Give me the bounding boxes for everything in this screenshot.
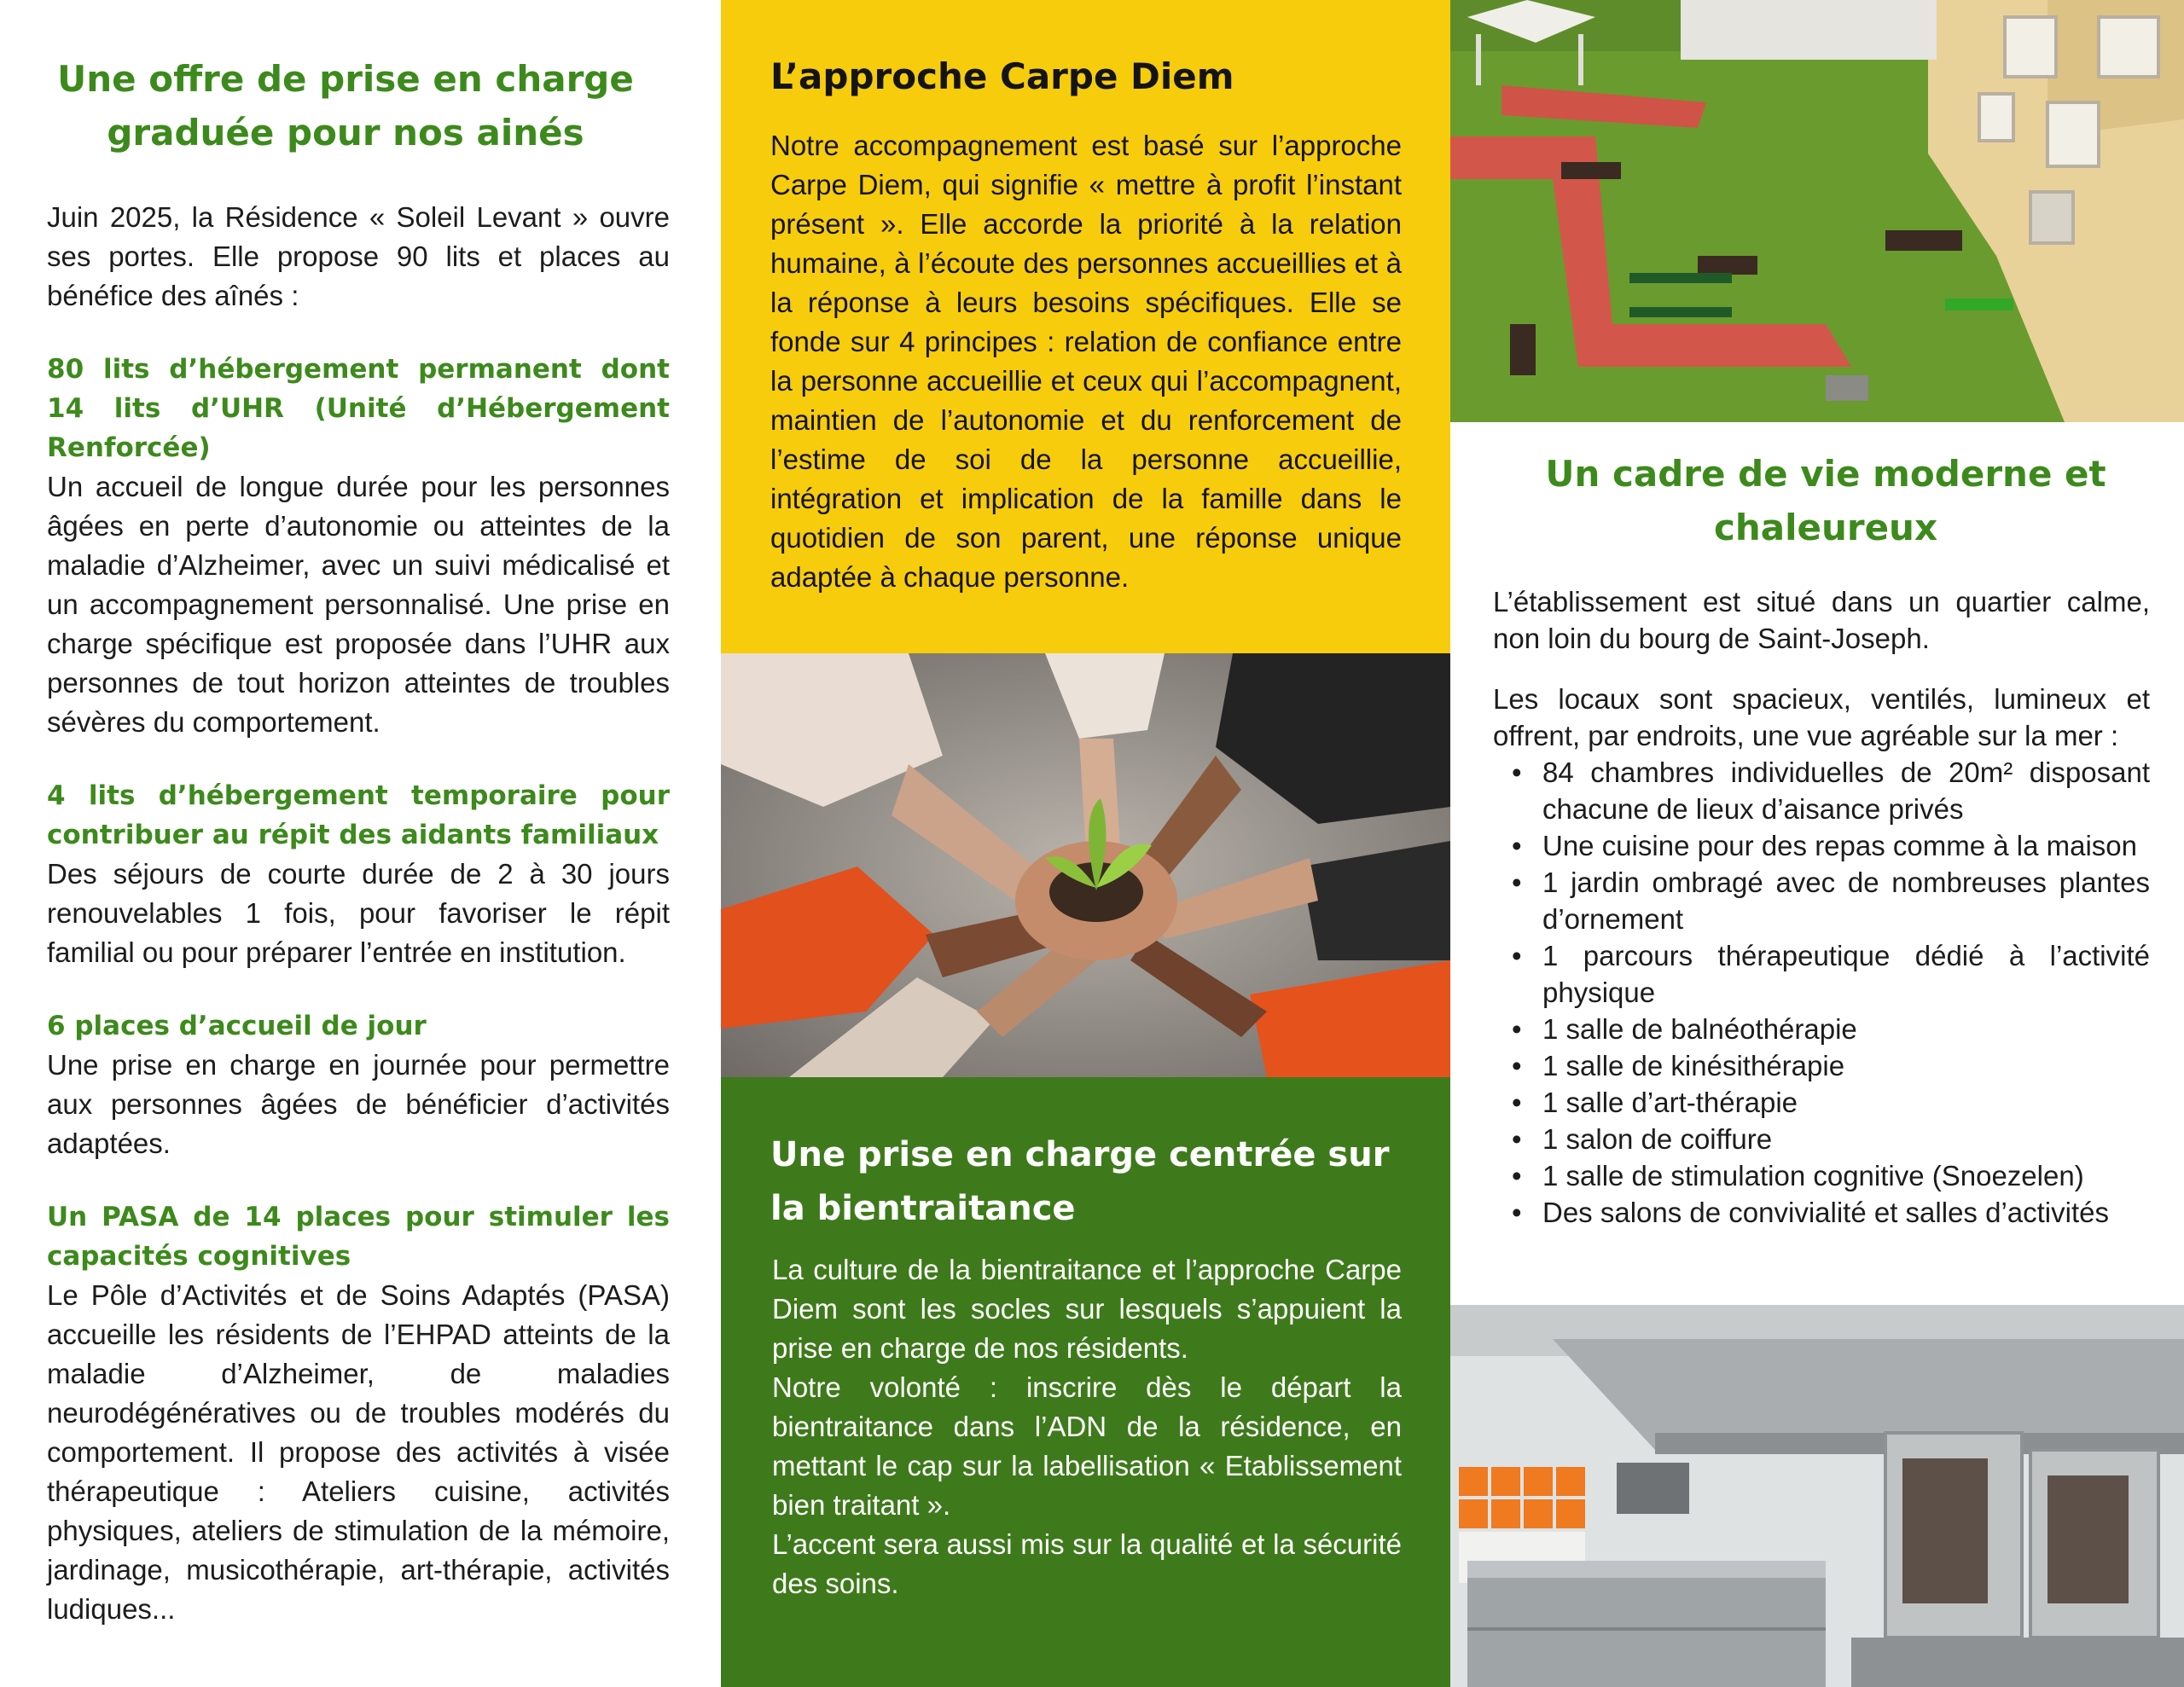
garden-photo [1450, 0, 2184, 422]
location-text: L’établissement est situé dans un quartier calme, non loin du bourg de Saint-Joseph. [1493, 586, 2150, 654]
amenities-list [1493, 754, 2150, 1231]
permanent-beds-heading: 80 lits d’hébergement permanent dont 14 lits d’UHR (Unité d’Hébergement Renforcée) [47, 354, 670, 463]
permanent-beds-text: Un accueil de longue durée pour les personnes âgées en perte d’autonomie ou atteintes de la maladie d’Alzheimer, avec un suivi médicalisé et un accompagnement personnalisé. Une prise en charge spécifique est proposée dans l’UHR aux personnes de tout horizon atteintes de troubles sévères du comportement. [47, 471, 670, 738]
bientraitance-title: Une prise en charge centrée sur la bientraitance [770, 1135, 1390, 1228]
list-item: • 1 salon de coiffure [1493, 1121, 2150, 1157]
carpe-diem-text: Notre accompagnement est basé sur l’approche Carpe Diem, qui signifie « mettre à profit l’instant présent ». Elle accorde la priorité à la relation humaine, à l’écoute des personnes accueillies et à la réponse à leurs besoins spécifiques. Elle se fonde sur 4 principes : relation de confiance entre la personne accueillie et ceux qui l’accompagnent, maintien de l’autonomie et du renforcement de l’estime de soi de la personne accueillie, intégration et implication de la famille dans le quotidien de son parent, une réponse unique adaptée à chaque personne. [770, 130, 1402, 593]
kitchen-photo [1450, 1305, 2184, 1687]
list-item: • 1 jardin ombragé avec de nombreuses plantes d’ornement [1493, 864, 2150, 937]
carpe-diem-panel [721, 0, 1450, 653]
offer-title: Une offre de prise en charge graduée pour nos ainés [57, 58, 634, 154]
left-column [0, 0, 721, 1687]
list-item: • Des salons de convivialité et salles d’activités [1493, 1194, 2150, 1231]
hands-plant-photo [721, 653, 1450, 1077]
carpe-diem-title: L’approche Carpe Diem [770, 55, 1234, 97]
pasa-heading: Un PASA de 14 places pour stimuler les capacités cognitives [47, 1202, 670, 1272]
list-item: • 84 chambres individuelles de 20m² disposant chacune de lieux d’aisance privés [1493, 754, 2150, 827]
bientraitance-text-2: Notre volonté : inscrire dès le départ la bientraitance dans l’ADN de la résidence, en mettant le cap sur la labellisation « Etablissement bien traitant ». [772, 1371, 1402, 1521]
list-item: • 1 parcours thérapeutique dédié à l’activité physique [1493, 937, 2150, 1011]
list-item: • 1 salle de stimulation cognitive (Snoezelen) [1493, 1157, 2150, 1194]
temporary-beds-heading: 4 lits d’hébergement temporaire pour contribuer au répit des aidants familiaux [47, 780, 670, 850]
living-environment-content [1493, 583, 2150, 1231]
middle-column [721, 0, 1450, 1687]
list-item: • 1 salle d’art-thérapie [1493, 1084, 2150, 1121]
right-column [1450, 0, 2184, 1687]
list-item: • 1 salle de kinésithérapie [1493, 1047, 2150, 1084]
bientraitance-text-3: L’accent sera aussi mis sur la qualité et la sécurité des soins. [772, 1528, 1402, 1599]
list-item: • Une cuisine pour des repas comme à la maison [1493, 827, 2150, 864]
temporary-beds-text: Des séjours de courte durée de 2 à 30 jours renouvelables 1 fois, pour favoriser le répit familial ou pour préparer l’entrée en institution. [47, 858, 670, 968]
day-care-text: Une prise en charge en journée pour permettre aux personnes âgées de bénéficier d’activités adaptées. [47, 1049, 670, 1159]
premises-text: Les locaux sont spacieux, ventilés, lumineux et offrent, par endroits, une vue agréable sur la mer : [1493, 683, 2150, 751]
bientraitance-panel [721, 1077, 1450, 1687]
living-environment-title: Un cadre de vie moderne et chaleureux [1545, 453, 2106, 548]
bientraitance-text-1: La culture de la bientraitance et l’approche Carpe Diem sont les socles sur lesquels s’appuient la prise en charge de nos résidents. [772, 1254, 1402, 1364]
intro-paragraph: Juin 2025, la Résidence « Soleil Levant » ouvre ses portes. Elle propose 90 lits et places au bénéfice des aînés : [47, 201, 670, 311]
offer-content [47, 198, 670, 1629]
pasa-text: Le Pôle d’Activités et de Soins Adaptés (PASA) accueille les résidents de l’EHPAD atteints de la maladie d’Alzheimer, de maladies neurodégénératives ou de troubles modérés du comportement. Il propose des activités à visée thérapeutique : Ateliers cuisine, activités physiques, ateliers de stimulation de la mémoire, jardinage, musicothérapie, art-thérapie, activités ludiques... [47, 1279, 670, 1625]
day-care-heading: 6 places d’accueil de jour [47, 1011, 427, 1041]
list-item: • 1 salle de balnéothérapie [1493, 1011, 2150, 1047]
